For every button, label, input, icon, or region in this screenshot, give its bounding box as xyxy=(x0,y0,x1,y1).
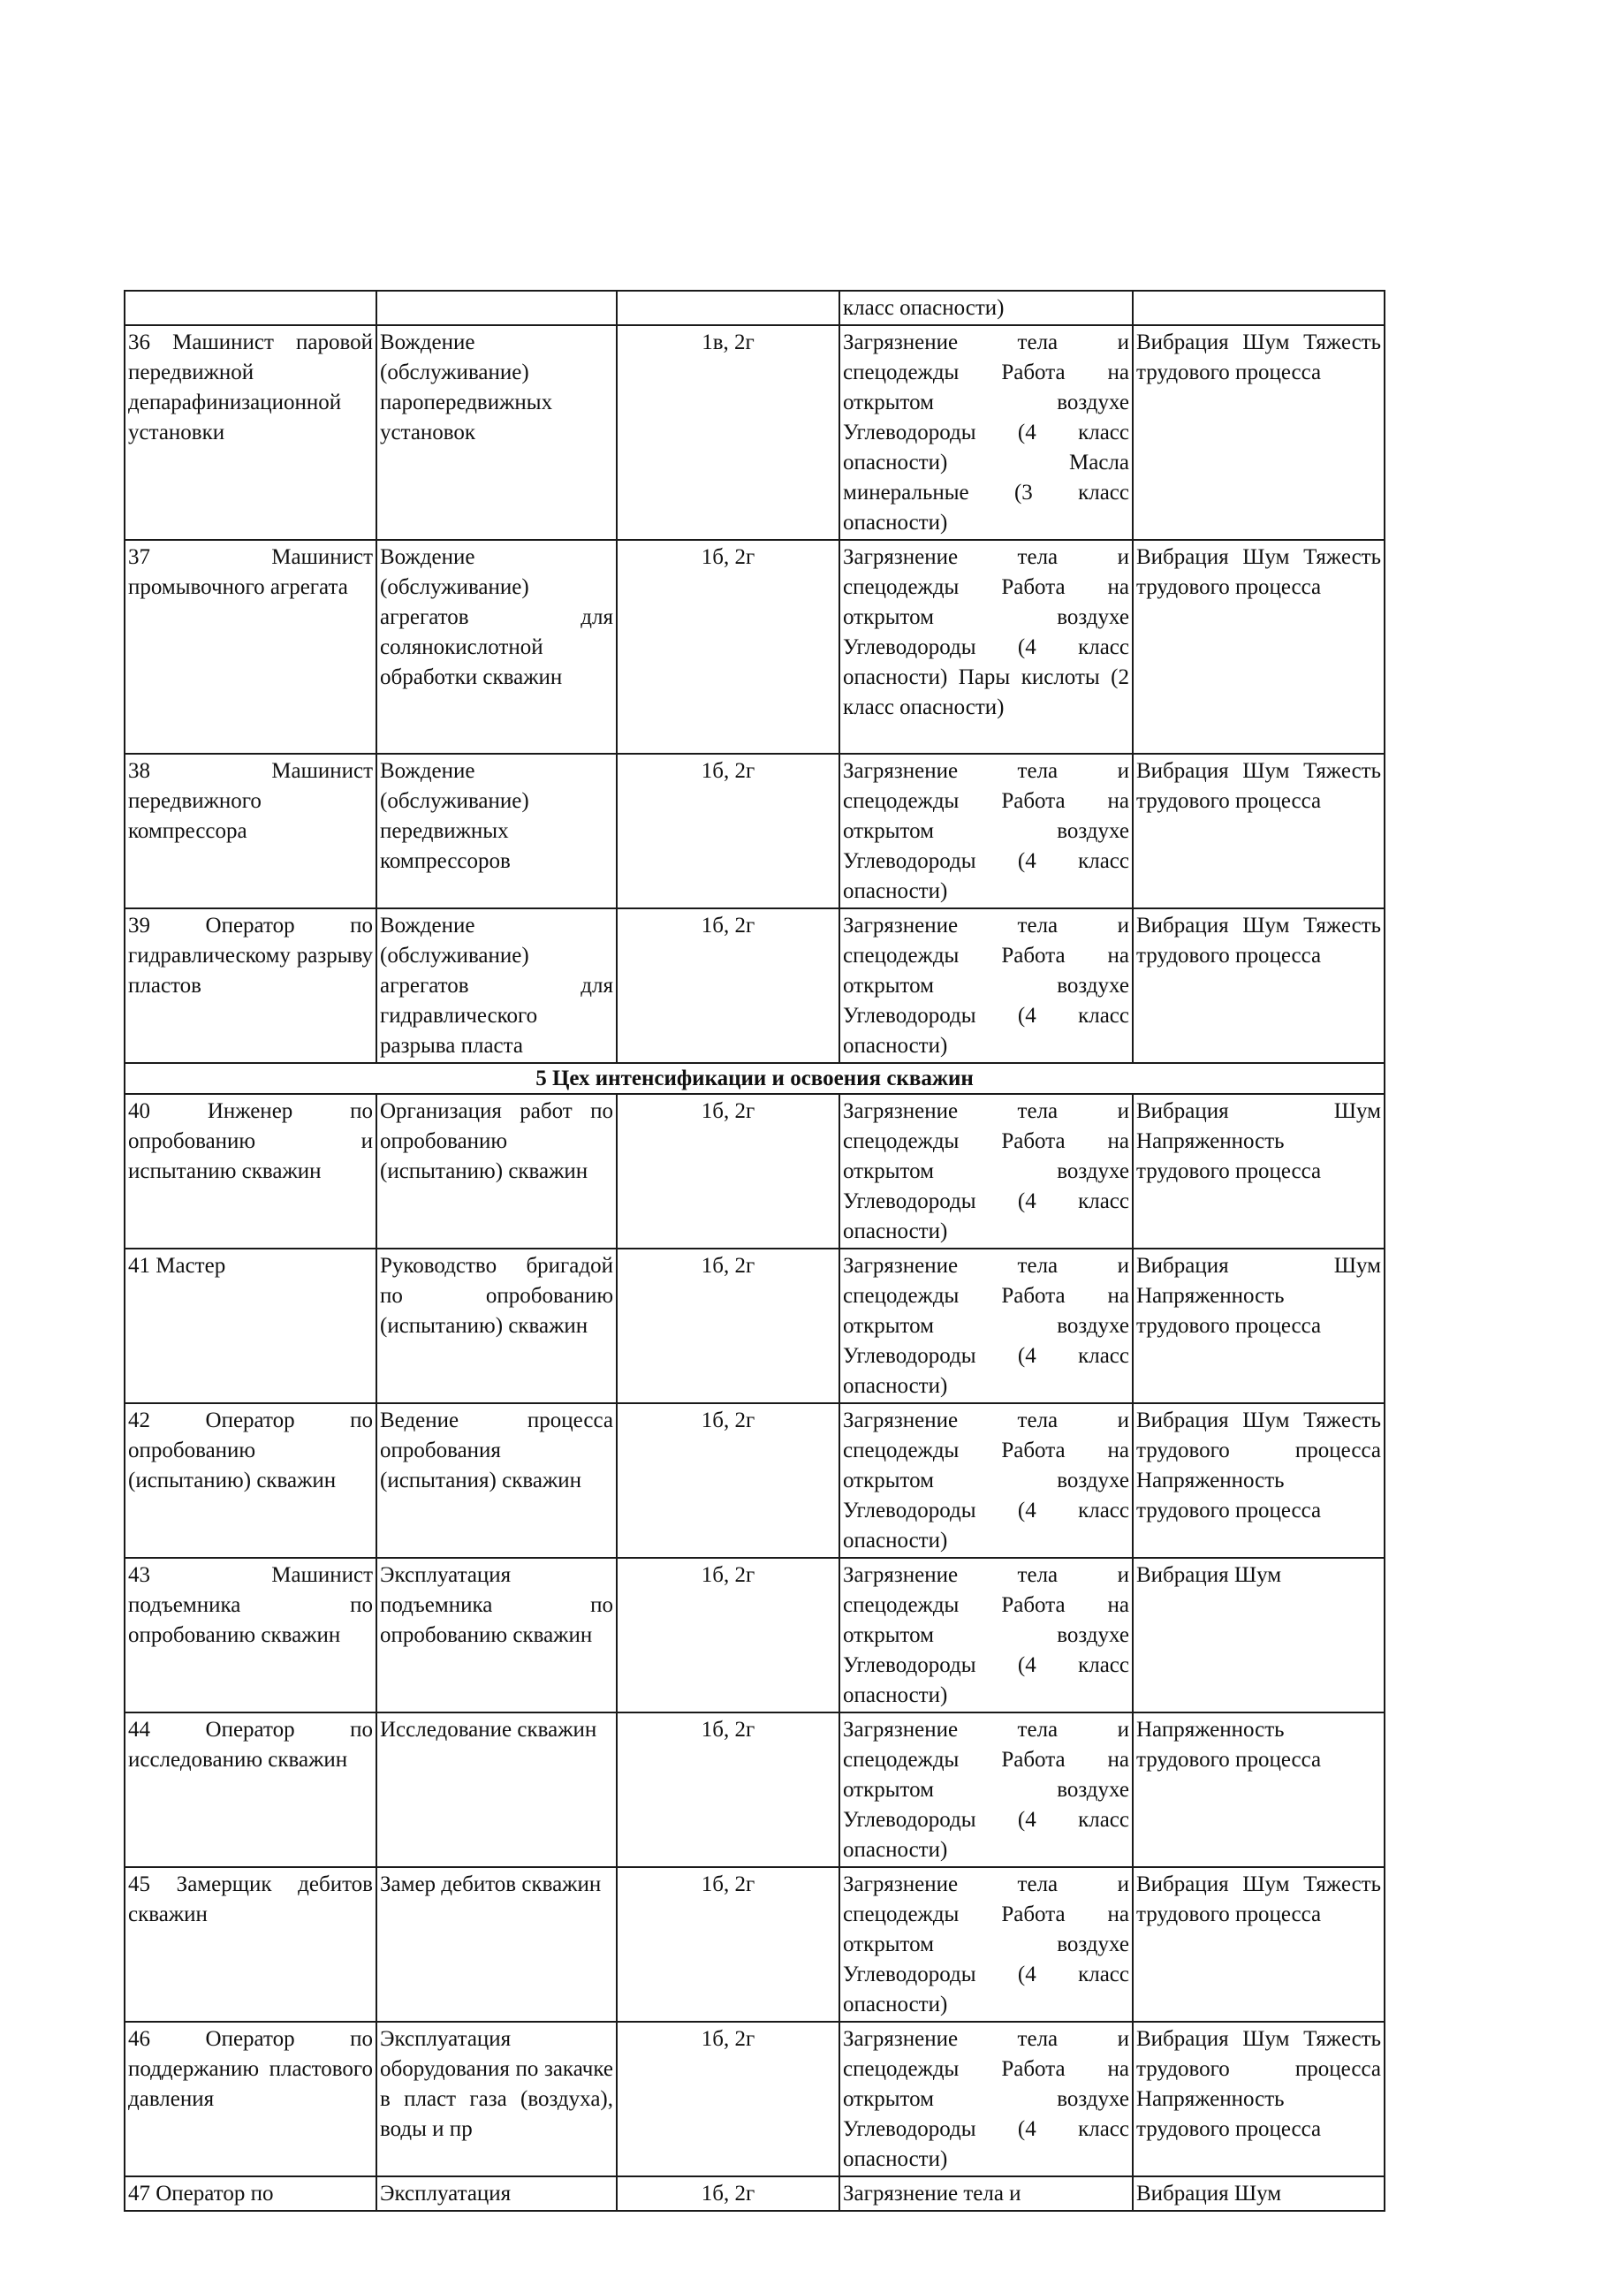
continuation-row xyxy=(125,291,1385,325)
profession-cell xyxy=(125,291,376,325)
code-cell: 1б, 2г xyxy=(617,1094,839,1249)
factors-cell: Загрязнение тела и спецодежды Работа на открытом воздухе Углеводороды (4 класс опасности) Пары кислоты (2 класс опасности) xyxy=(839,540,1133,754)
work-cell: Руководство бригадой по опробованию (испытанию) скважин xyxy=(376,1249,617,1403)
profession-cell: 45 Замерщик дебитов скважин xyxy=(125,1867,376,2022)
section-title: 5 Цех интенсификации и освоения скважин xyxy=(125,1063,1385,1094)
table-row xyxy=(125,1249,1385,1403)
profession-cell: 44 Оператор по исследованию скважин xyxy=(125,1712,376,1867)
work-cell: Вождение (обслуживание) паропередвижных установок xyxy=(376,325,617,540)
code-cell: 1б, 2г xyxy=(617,1712,839,1867)
table-row xyxy=(125,1558,1385,1712)
code-cell: 1б, 2г xyxy=(617,540,839,754)
factors-cell: Загрязнение тела и спецодежды Работа на открытом воздухе Углеводороды (4 класс опасности) xyxy=(839,1558,1133,1712)
work-cell xyxy=(376,291,617,325)
work-cell: Эксплуатация подъемника по опробованию скважин xyxy=(376,1558,617,1712)
code-cell: 1б, 2г xyxy=(617,1249,839,1403)
conditions-cell: Напряженность трудового процесса xyxy=(1133,1712,1385,1867)
table-row xyxy=(125,1403,1385,1558)
conditions-cell: Вибрация Шум Тяжесть трудового процесса Напряженность трудового процесса xyxy=(1133,2022,1385,2176)
factors-cell: Загрязнение тела и спецодежды Работа на открытом воздухе Углеводороды (4 класс опасности) xyxy=(839,908,1133,1063)
table-row xyxy=(125,2022,1385,2176)
work-cell: Организация работ по опробованию (испытанию) скважин xyxy=(376,1094,617,1249)
table-row xyxy=(125,325,1385,540)
profession-cell: 46 Оператор по поддержанию пластового давления xyxy=(125,2022,376,2176)
conditions-cell: Вибрация Шум Тяжесть трудового процесса xyxy=(1133,1867,1385,2022)
hazard-table-body xyxy=(125,291,1385,2211)
conditions-cell: Вибрация Шум Напряженность трудового процесса xyxy=(1133,1249,1385,1403)
conditions-cell: Вибрация Шум Тяжесть трудового процесса xyxy=(1133,540,1385,754)
profession-cell: 39 Оператор по гидравлическому разрыву пластов xyxy=(125,908,376,1063)
conditions-cell: Вибрация Шум xyxy=(1133,2176,1385,2211)
code-cell xyxy=(617,291,839,325)
hazard-table xyxy=(124,290,1385,2212)
work-cell: Вождение (обслуживание) агрегатов для солянокислотной обработки скважин xyxy=(376,540,617,754)
factors-cell: Загрязнение тела и спецодежды Работа на открытом воздухе Углеводороды (4 класс опасности) xyxy=(839,2022,1133,2176)
work-cell: Вождение (обслуживание) передвижных компрессоров xyxy=(376,754,617,908)
conditions-cell: Вибрация Шум xyxy=(1133,1558,1385,1712)
code-cell: 1б, 2г xyxy=(617,2176,839,2211)
work-cell: Вождение (обслуживание) агрегатов для гидравлического разрыва пласта xyxy=(376,908,617,1063)
conditions-cell xyxy=(1133,291,1385,325)
factors-cell: Загрязнение тела и спецодежды Работа на открытом воздухе Углеводороды (4 класс опасности) xyxy=(839,1403,1133,1558)
factors-cell: Загрязнение тела и спецодежды Работа на открытом воздухе Углеводороды (4 класс опасности) Масла минеральные (3 класс опасности) xyxy=(839,325,1133,540)
work-cell: Эксплуатация xyxy=(376,2176,617,2211)
profession-cell: 43 Машинист подъемника по опробованию скважин xyxy=(125,1558,376,1712)
table-row xyxy=(125,754,1385,908)
conditions-cell: Вибрация Шум Тяжесть трудового процесса xyxy=(1133,754,1385,908)
factors-cell: Загрязнение тела и спецодежды Работа на открытом воздухе Углеводороды (4 класс опасности) xyxy=(839,1249,1133,1403)
profession-cell: 40 Инженер по опробованию и испытанию скважин xyxy=(125,1094,376,1249)
table-row xyxy=(125,540,1385,754)
conditions-cell: Вибрация Шум Напряженность трудового процесса xyxy=(1133,1094,1385,1249)
code-cell: 1б, 2г xyxy=(617,1867,839,2022)
factors-cell: Загрязнение тела и спецодежды Работа на открытом воздухе Углеводороды (4 класс опасности) xyxy=(839,1094,1133,1249)
profession-cell: 47 Оператор по xyxy=(125,2176,376,2211)
section-header-row xyxy=(125,1063,1385,1094)
code-cell: 1б, 2г xyxy=(617,754,839,908)
factors-cell: Загрязнение тела и xyxy=(839,2176,1133,2211)
code-cell: 1б, 2г xyxy=(617,908,839,1063)
code-cell: 1б, 2г xyxy=(617,1558,839,1712)
work-cell: Замер дебитов скважин xyxy=(376,1867,617,2022)
code-cell: 1б, 2г xyxy=(617,1403,839,1558)
factors-cell: класс опасности) xyxy=(839,291,1133,325)
profession-cell: 36 Машинист паровой передвижной депарафинизационной установки xyxy=(125,325,376,540)
factors-cell: Загрязнение тела и спецодежды Работа на открытом воздухе Углеводороды (4 класс опасности) xyxy=(839,1867,1133,2022)
factors-cell: Загрязнение тела и спецодежды Работа на открытом воздухе Углеводороды (4 класс опасности) xyxy=(839,1712,1133,1867)
table-row xyxy=(125,1094,1385,1249)
table-row xyxy=(125,1712,1385,1867)
table-row xyxy=(125,2176,1385,2211)
factors-cell: Загрязнение тела и спецодежды Работа на открытом воздухе Углеводороды (4 класс опасности) xyxy=(839,754,1133,908)
profession-cell: 37 Машинист промывочного агрегата xyxy=(125,540,376,754)
work-cell: Ведение процесса опробования (испытания) скважин xyxy=(376,1403,617,1558)
code-cell: 1б, 2г xyxy=(617,2022,839,2176)
profession-cell: 38 Машинист передвижного компрессора xyxy=(125,754,376,908)
work-cell: Эксплуатация оборудования по закачке в пласт газа (воздуха), воды и пр xyxy=(376,2022,617,2176)
conditions-cell: Вибрация Шум Тяжесть трудового процесса xyxy=(1133,908,1385,1063)
code-cell: 1в, 2г xyxy=(617,325,839,540)
profession-cell: 42 Оператор по опробованию (испытанию) скважин xyxy=(125,1403,376,1558)
work-cell: Исследование скважин xyxy=(376,1712,617,1867)
profession-cell: 41 Мастер xyxy=(125,1249,376,1403)
conditions-cell: Вибрация Шум Тяжесть трудового процесса Напряженность трудового процесса xyxy=(1133,1403,1385,1558)
table-row xyxy=(125,908,1385,1063)
conditions-cell: Вибрация Шум Тяжесть трудового процесса xyxy=(1133,325,1385,540)
table-row xyxy=(125,1867,1385,2022)
